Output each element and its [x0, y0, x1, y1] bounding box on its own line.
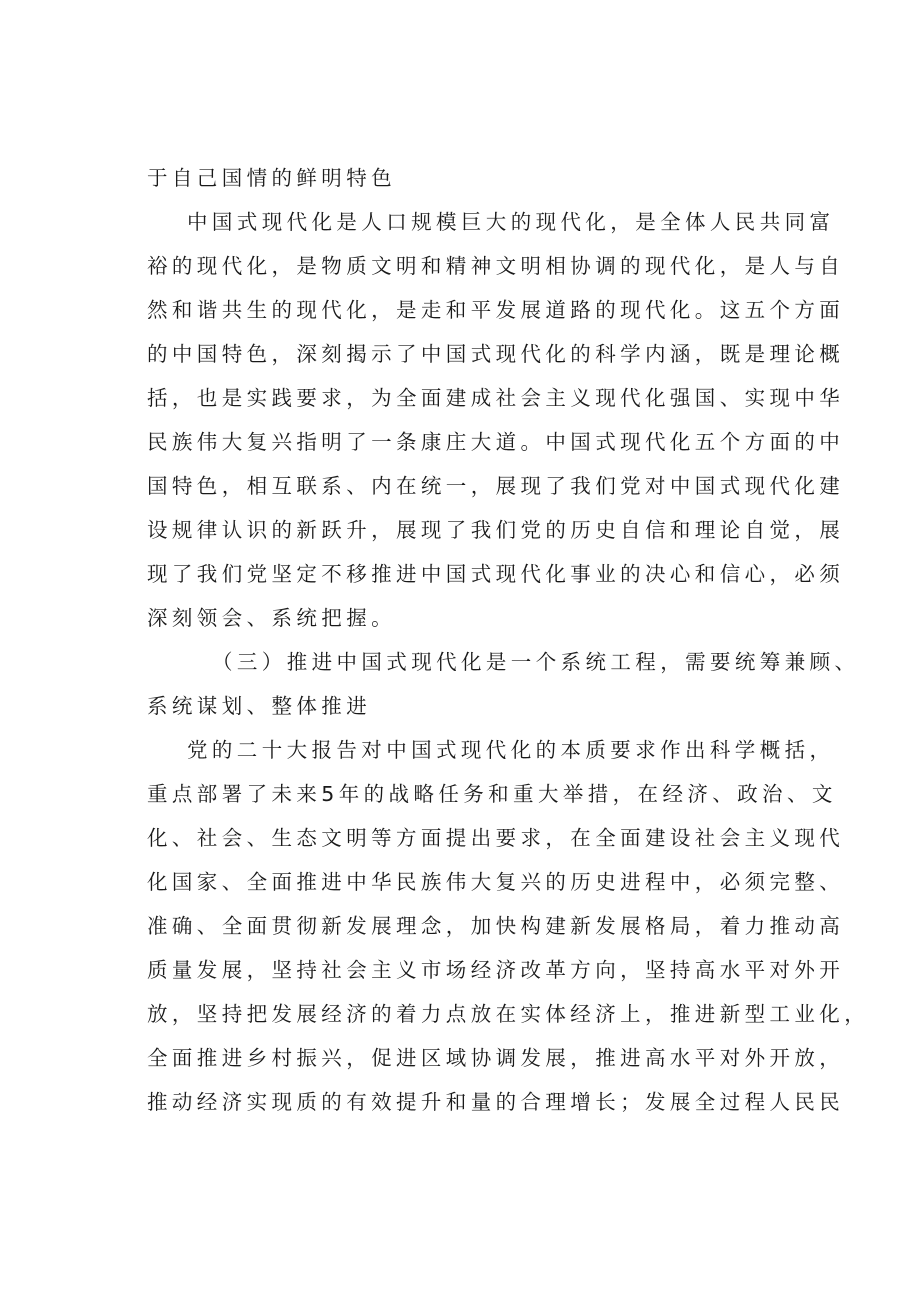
- text-line-7: 民族伟大复兴指明了一条康庄大道。中国式现代化五个方面的中: [147, 430, 845, 454]
- text-line-14: 党的二十大报告对中国式现代化的本质要求作出科学概括，: [187, 738, 835, 762]
- text-line-6: 括，也是实践要求，为全面建成社会主义现代化强国、实现中华: [147, 386, 845, 410]
- text-line-19: 质量发展，坚持社会主义市场经济改革方向，坚持高水平对外开: [147, 958, 845, 982]
- text-line-15: 重点部署了未来5年的战略任务和重大举措，在经济、政治、文: [147, 782, 837, 806]
- text-line-18: 准确、全面贯彻新发展理念，加快构建新发展格局，着力推动高: [147, 914, 845, 938]
- text-line-17: 化国家、全面推进中华民族伟大复兴的历史进程中，必须完整、: [147, 870, 845, 894]
- text-line-5: 的中国特色，深刻揭示了中国式现代化的科学内涵，既是理论概: [147, 342, 845, 366]
- text-line-1: 于自己国情的鲜明特色: [147, 166, 396, 190]
- text-line-20: 放，坚持把发展经济的着力点放在实体经济上，推进新型工业化，: [147, 1002, 870, 1026]
- text-line-10: 现了我们党坚定不移推进中国式现代化事业的决心和信心，必须: [147, 562, 845, 586]
- text-line-11: 深刻领会、系统把握。: [147, 606, 396, 630]
- text-line-2: 中国式现代化是人口规模巨大的现代化，是全体人民共同富: [187, 210, 835, 234]
- text-line-8: 国特色，相互联系、内在统一，展现了我们党对中国式现代化建: [147, 474, 845, 498]
- text-line-9: 设规律认识的新跃升，展现了我们党的历史自信和理论自觉，展: [147, 518, 845, 542]
- text-line-16: 化、社会、生态文明等方面提出要求，在全面建设社会主义现代: [147, 826, 845, 850]
- section-heading-line-1: （三）推进中国式现代化是一个系统工程，需要统筹兼顾、: [212, 650, 860, 674]
- text-line-4: 然和谐共生的现代化，是走和平发展道路的现代化。这五个方面: [147, 298, 845, 322]
- section-heading-line-2: 系统谋划、整体推进: [147, 694, 372, 718]
- text-line-3: 裕的现代化，是物质文明和精神文明相协调的现代化，是人与自: [147, 254, 845, 278]
- text-line-22: 推动经济实现质的有效提升和量的合理增长；发展全过程人民民: [147, 1090, 845, 1114]
- text-line-21: 全面推进乡村振兴，促进区域协调发展，推进高水平对外开放，: [147, 1046, 845, 1070]
